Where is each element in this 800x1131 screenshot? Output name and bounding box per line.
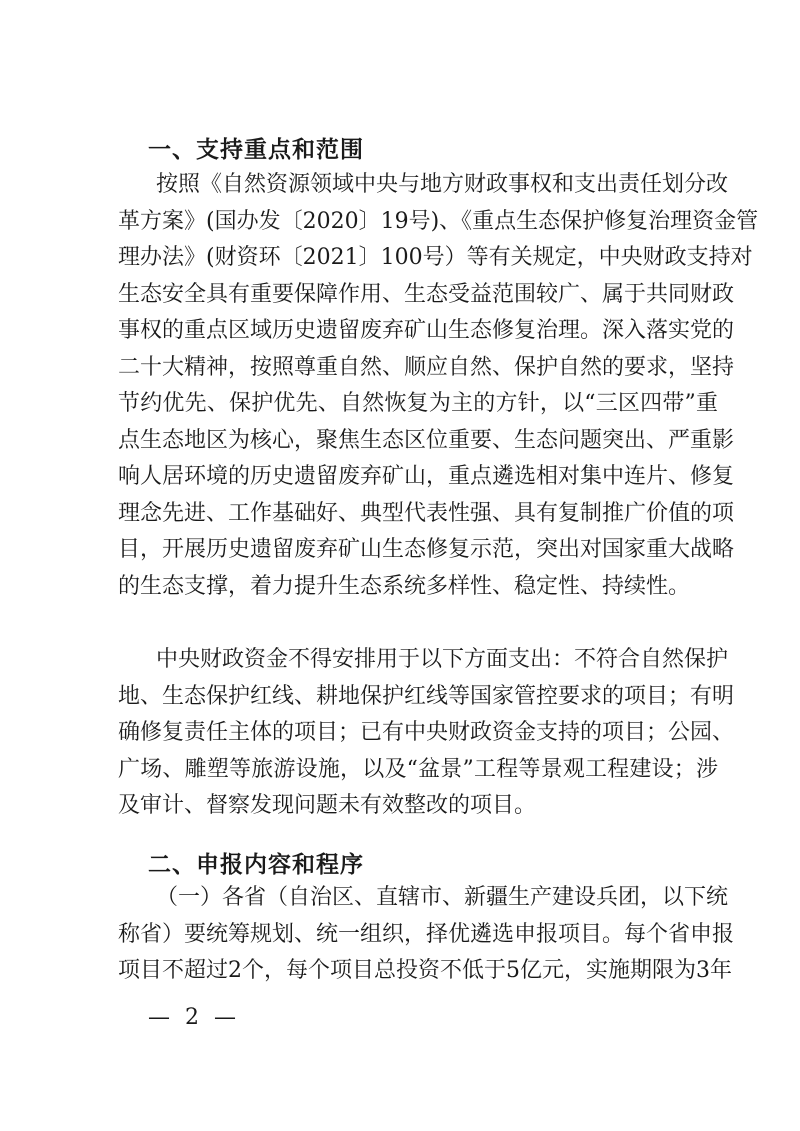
text-line: 生态安全具有重要保障作用、生态受益范围较广、属于共同财政: [118, 281, 735, 307]
text-line: 二十大精神，按照尊重自然、顺应自然、保护自然的要求，坚持: [118, 354, 735, 380]
text-line: 理办法》(财资环〔2021〕100号）等有关规定，中央财政支持对: [118, 245, 753, 270]
text-line: 确修复责任主体的项目；已有中央财政资金支持的项目；公园、: [118, 720, 735, 745]
paragraph-application-content: [118, 880, 735, 990]
text-line: 项目不超过2个，每个项目总投资不低于5亿元，实施期限为3年: [118, 958, 732, 983]
text-line: 地、生态保护红线、耕地保护红线等国家管控要求的项目；有明: [118, 683, 735, 709]
page-number: — 2 —: [148, 1005, 240, 1030]
text-line: 中央财政资金不得安排用于以下方面支出：不符合自然保护: [156, 647, 729, 672]
text-line: 按照《自然资源领域中央与地方财政事权和支出责任划分改: [156, 172, 729, 197]
text-line: 革方案》(国办发〔2020〕19号)、《重点生态保护修复治理资金管: [118, 208, 759, 234]
section-heading-1: 一、支持重点和范围: [148, 137, 364, 163]
text-line: 广场、雕塑等旅游设施，以及“盆景”工程等景观工程建设；涉: [118, 756, 718, 782]
text-line: 目，开展历史遗留废弃矿山生态修复示范，突出对国家重大战略: [118, 537, 735, 562]
text-line: 理念先进、工作基础好、典型代表性强、具有复制推广价值的项: [118, 500, 735, 526]
text-line: 事权的重点区域历史遗留废弃矿山生态修复治理。深入落实党的: [118, 318, 735, 343]
text-line: 点生态地区为核心，聚焦生态区位重要、生态问题突出、严重影: [118, 427, 735, 453]
text-line: 节约优先、保护优先、自然恢复为主的方针，以“三区四带”重: [118, 391, 718, 416]
text-line: 称省）要统筹规划、统一组织，择优遴选申报项目。每个省申报: [118, 921, 735, 947]
section-heading-2: 二、申报内容和程序: [148, 852, 364, 878]
text-line: 及审计、督察发现问题未有效整改的项目。: [118, 793, 537, 818]
paragraph-funding-exclusions: [118, 642, 735, 825]
text-line: 的生态支撑，着力提升生态系统多样性、稳定性、持续性。: [118, 573, 691, 599]
paragraph-support-scope: [118, 167, 759, 605]
text-line: 响人居环境的历史遗留废弃矿山，重点遴选相对集中连片、修复: [118, 464, 735, 489]
text-line: （一）各省（自治区、直辖市、新疆生产建设兵团，以下统: [156, 885, 729, 910]
